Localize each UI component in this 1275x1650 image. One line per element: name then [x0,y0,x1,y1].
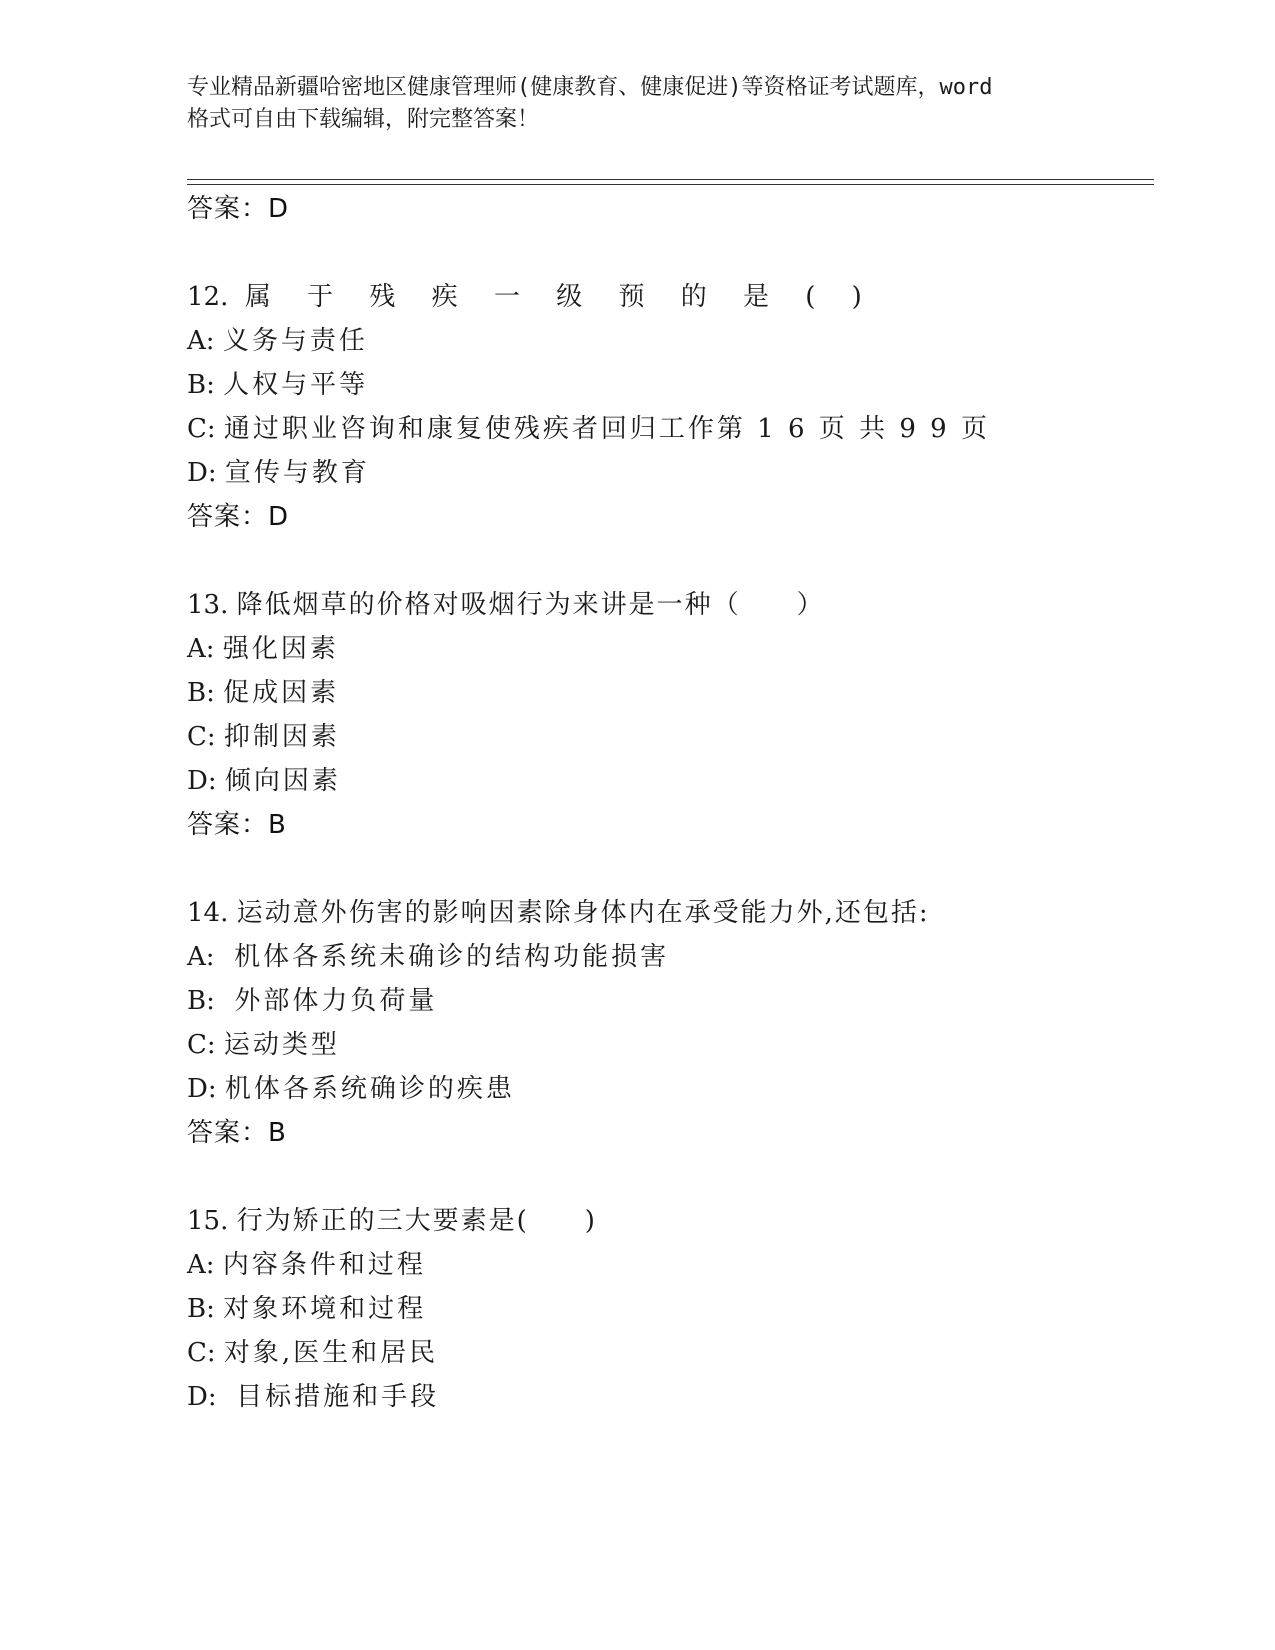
header-divider-top [187,179,1154,180]
header-title-line-2: 格式可自由下载编辑，附完整答案！ [187,107,540,132]
option-text: 抑制因素 [223,722,340,752]
option-label: A: [187,1250,215,1280]
option-b [187,368,368,402]
option-a [187,1248,426,1282]
option-text: 对象,医生和居民 [223,1338,439,1368]
option-label: B: [187,1294,215,1324]
option-b [187,676,339,710]
option-b [187,984,437,1018]
option-label: A: [187,326,215,356]
answer-12: 答案：D [187,502,290,532]
option-label: C: [187,1338,216,1368]
option-label: D: [187,1382,217,1412]
option-c [187,720,340,754]
option-a [187,940,669,974]
option-label: D: [187,766,217,796]
option-d [187,1072,515,1106]
answer-previous: 答案：D [187,194,290,224]
option-text: 促成因素 [223,678,340,708]
question-number: 12. [187,282,229,312]
option-text: 机体各系统未确诊的结构功能损害 [222,942,670,972]
question-number: 15. [187,1206,229,1236]
answer-13: 答案：B [187,810,287,840]
question-text: 运动意外伤害的影响因素除身体内在承受能力外,还包括: [236,898,930,928]
option-text: 内容条件和过程 [222,1250,426,1280]
option-label: A: [187,942,215,972]
option-a [187,324,368,358]
option-c [187,1336,438,1370]
option-label: A: [187,634,215,664]
option-label: D: [187,1074,217,1104]
option-a [187,632,339,666]
option-text: 强化因素 [222,634,339,664]
option-c [187,1028,340,1062]
question-text: 降低烟草的价格对吸烟行为来讲是一种（ ） [236,590,825,620]
question-14 [187,896,930,930]
option-label: C: [187,414,216,444]
question-number: 14. [187,898,229,928]
answer-14: 答案：B [187,1118,287,1148]
option-label: B: [187,986,215,1016]
header-divider-bottom [187,184,1154,185]
option-text: 对象环境和过程 [223,1294,427,1324]
option-c [187,412,990,446]
option-label: C: [187,1030,216,1060]
question-text: 行为矫正的三大要素是( ) [236,1206,597,1236]
option-d [187,764,341,798]
option-text: 人权与平等 [223,370,369,400]
option-label: C: [187,722,216,752]
page-header [187,72,1087,136]
option-text: 机体各系统确诊的疾患 [224,1074,515,1104]
option-text: 通过职业咨询和康复使残疾者回归工作第 1 6 页 共 9 9 页 [223,414,990,444]
option-b [187,1292,426,1326]
question-15 [187,1204,597,1238]
option-text: 宣传与教育 [224,458,370,488]
option-label: B: [187,678,215,708]
option-text: 义务与责任 [222,326,368,356]
option-text: 目标措施和手段 [224,1382,440,1412]
question-number: 13. [187,590,229,620]
option-label: B: [187,370,215,400]
option-text: 倾向因素 [224,766,341,796]
option-d [187,1380,439,1414]
option-text: 运动类型 [223,1030,340,1060]
option-d [187,456,370,490]
question-text: 属 于 残 疾 一 级 预 的 是 ( ) [244,282,876,312]
question-12 [187,280,876,314]
option-text: 外部体力负荷量 [223,986,438,1016]
question-13 [187,588,825,622]
option-label: D: [187,458,217,488]
header-title-line-1: 专业精品新疆哈密地区健康管理师(健康教育、健康促进)等资格证考试题库，word [187,75,993,100]
